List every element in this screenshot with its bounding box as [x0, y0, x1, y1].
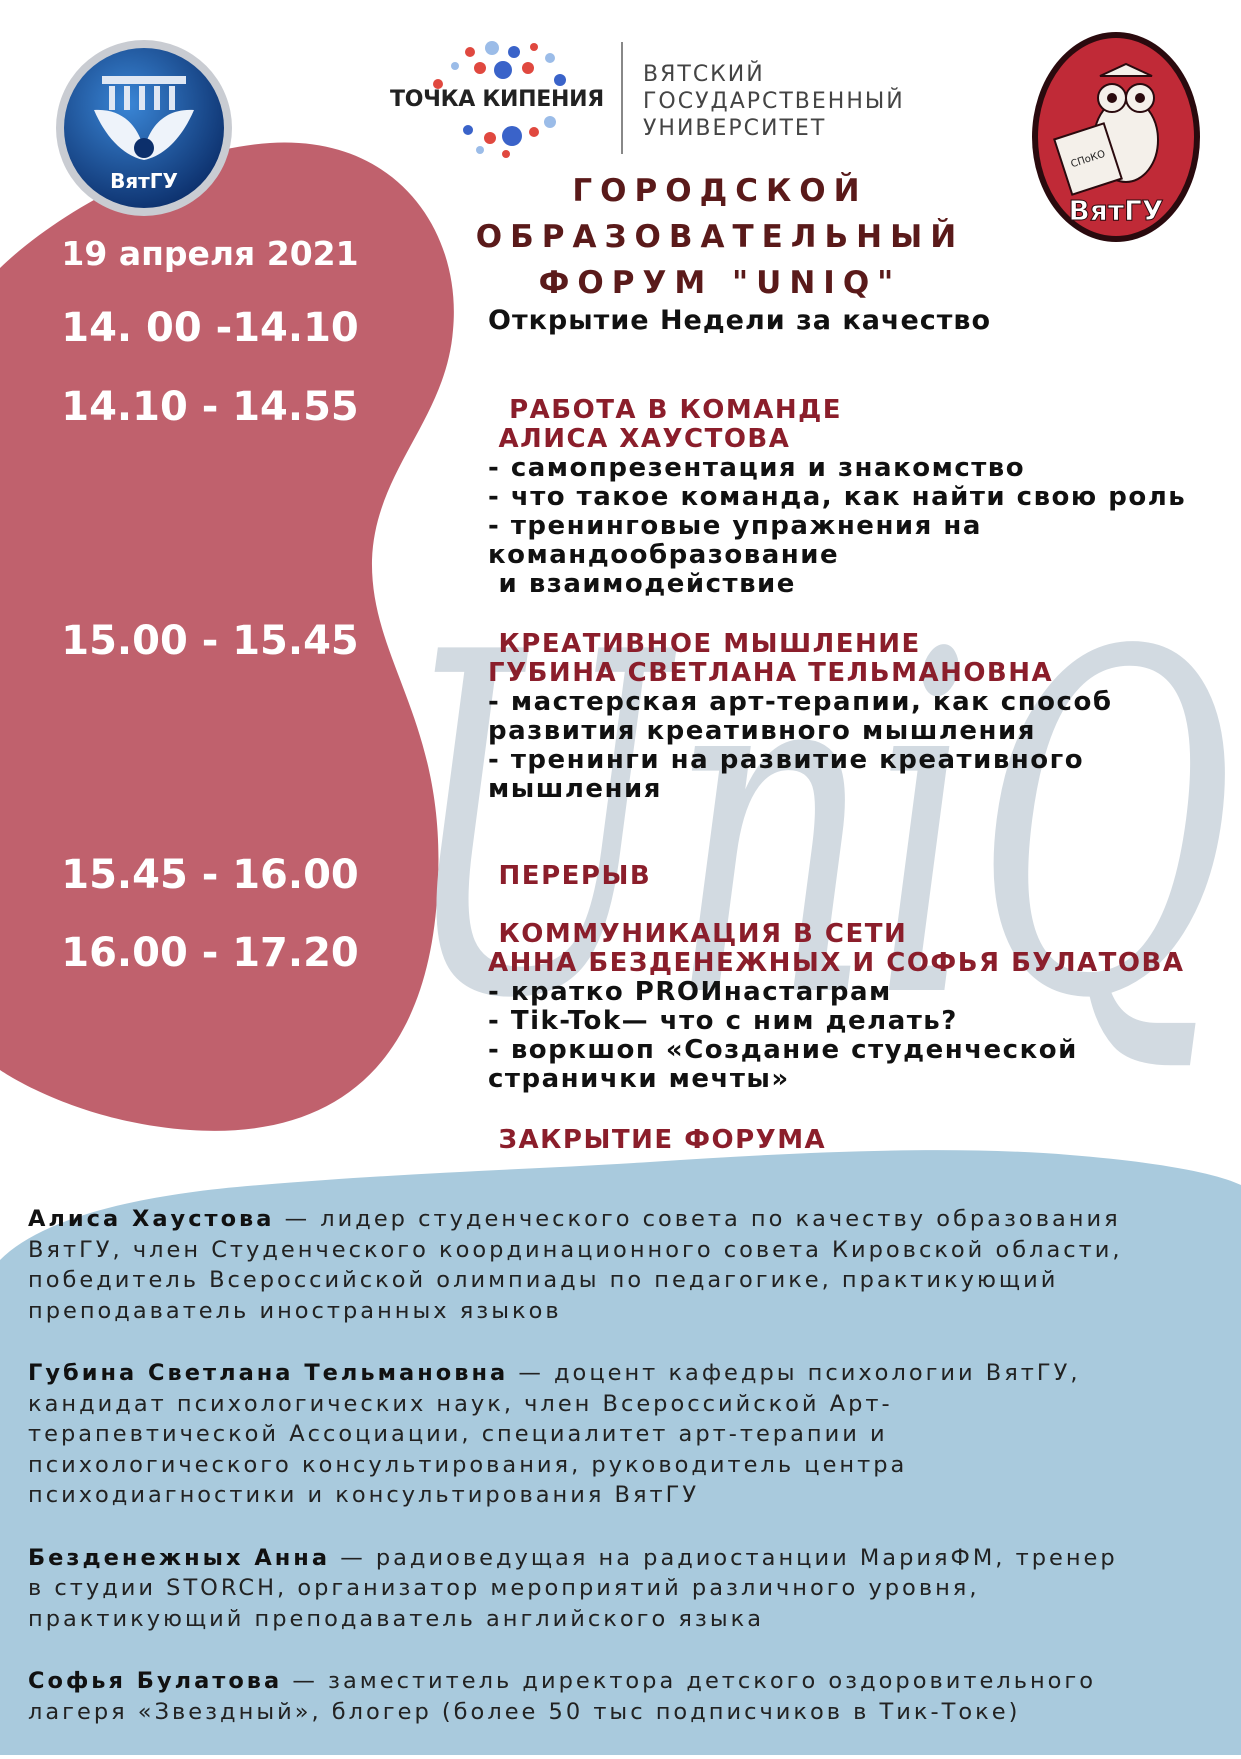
- session-heading: ПЕРЕРЫВ: [488, 861, 652, 891]
- bio-gubina: [28, 1358, 1228, 1511]
- title-line-2: ОБРАЗОВАТЕЛЬНЫЙ: [475, 219, 965, 255]
- session-speaker: ГУБИНА СВЕТЛАНА ТЕЛЬМАНОВНА: [488, 658, 1054, 688]
- session-item: - мастерская арт-терапии, как способ: [488, 687, 1113, 717]
- bio-name: Губина Светлана Тельмановна: [28, 1360, 509, 1386]
- time-slot-2: 14.10 - 14.55: [61, 384, 359, 430]
- bio-name: Безденежных Анна: [28, 1544, 331, 1571]
- forum-title: [430, 168, 1010, 306]
- session-heading: РАБОТА В КОМАНДЕ: [488, 395, 843, 425]
- session-item: мышления: [488, 774, 662, 804]
- left-logo-label: ВятГУ: [110, 169, 178, 193]
- session-teamwork: [488, 396, 1186, 599]
- session-network: [488, 920, 1184, 1094]
- session-item: - что такое команда, как найти свою роль: [488, 482, 1187, 512]
- session-item: странички мечты»: [488, 1064, 790, 1094]
- session-item: - тренинговые упражнения на: [488, 511, 982, 541]
- session-heading: ЗАКРЫТИЕ ФОРУМА: [488, 1125, 827, 1155]
- time-slot-5: 16.00 - 17.20: [61, 930, 359, 976]
- bio-text: преподаватель иностранных языков: [28, 1297, 562, 1324]
- session-creative: [488, 630, 1112, 804]
- session-speaker: АЛИСА ХАУСТОВА: [488, 424, 791, 454]
- right-logo-label: ВятГУ: [1068, 194, 1164, 227]
- time-slot-3: 15.00 - 15.45: [61, 618, 359, 664]
- vyatgu-owl-logo: [1030, 30, 1202, 244]
- session-heading: КРЕАТИВНОЕ МЫШЛЕНИЕ: [488, 629, 921, 659]
- bio-text: победитель Всероссийской олимпиады по педагогике, практикующий: [28, 1267, 1059, 1293]
- vyatgu-logo-left: [54, 38, 234, 218]
- time-slot-4: 15.45 - 16.00: [61, 852, 359, 898]
- title-line-1: ГОРОДСКОЙ: [572, 173, 868, 209]
- title-line-3: ФОРУМ "UNIQ": [538, 265, 902, 301]
- session-item: - тренинги на развитие креативного: [488, 745, 1085, 775]
- bio-bezdenezhnykh: [28, 1543, 1228, 1635]
- tochka-kipeniya-name: ТОЧКА КИПЕНИЯ: [390, 87, 604, 112]
- session-item: - самопрезентация и знакомство: [488, 453, 1026, 483]
- svg-text:СПоКО: СПоКО: [1069, 148, 1107, 171]
- speaker-bios: [28, 1204, 1228, 1759]
- session-heading: КОММУНИКАЦИЯ В СЕТИ: [488, 919, 908, 949]
- time-slot-6: 17.20: [146, 1128, 274, 1174]
- session-item: - Tik-Tok— что с ним делать?: [488, 1006, 958, 1036]
- bio-text: психологического консультирования, руководитель центра: [28, 1451, 908, 1478]
- bio-text: — лидер студенческого совета по качеству образования: [274, 1206, 1121, 1232]
- building-icon: [102, 76, 186, 84]
- bio-bulatova: [28, 1666, 1228, 1727]
- bio-text: в студии STORCH, организатор мероприятий различного уровня,: [28, 1575, 980, 1601]
- bio-khaustova: [28, 1204, 1228, 1326]
- bio-text: практикующий преподаватель английского языка: [28, 1605, 765, 1632]
- opening-text: Открытие Недели за качество: [488, 305, 992, 336]
- session-item: и взаимодействие: [488, 569, 796, 599]
- bio-text: — радиоведущая на радиостанции МарияФМ, тренер: [330, 1544, 1118, 1571]
- bio-text: психодиагностики и консультирования ВятГУ: [28, 1482, 700, 1508]
- event-date: 19 апреля 2021: [61, 234, 359, 273]
- time-slot-1: 14. 00 -14.10: [61, 305, 359, 351]
- watermark-text: UniQ: [400, 554, 1235, 1101]
- bio-name: Софья Булатова: [28, 1668, 283, 1694]
- session-item: - воркшоп «Создание студенческой: [488, 1035, 1078, 1065]
- bio-text: терапевтической Ассоциации, специалитет арт-терапии и: [28, 1421, 888, 1447]
- header-divider: [621, 42, 623, 154]
- bio-text: ВятГУ, член Студенческого координационного совета Кировской области,: [28, 1236, 1123, 1263]
- bio-name: Алиса Хаустова: [28, 1206, 275, 1232]
- session-break: [488, 862, 651, 891]
- bio-text: кандидат психологических наук, член Всероссийской Арт-: [28, 1390, 893, 1417]
- session-item: - кратко PROИнастаграм: [488, 977, 892, 1007]
- session-item: развития креативного мышления: [488, 716, 1036, 746]
- session-speaker: АННА БЕЗДЕНЕЖНЫХ И СОФЬЯ БУЛАТОВА: [488, 948, 1185, 978]
- university-line-3: УНИВЕРСИТЕТ: [643, 116, 827, 141]
- bio-text: — доцент кафедры психологии ВятГУ,: [508, 1360, 1081, 1386]
- session-item: командообразование: [488, 540, 840, 570]
- university-line-2: ГОСУДАРСТВЕННЫЙ: [643, 89, 905, 114]
- session-closing: [488, 1126, 826, 1155]
- partner-header: [380, 30, 920, 160]
- university-line-1: ВЯТСКИЙ: [643, 62, 765, 87]
- bio-text: лагеря «Звездный», блогер (более 50 тыс подписчиков в Тик-Токе): [28, 1698, 1021, 1725]
- bio-text: — заместитель директора детского оздоровительного: [282, 1668, 1097, 1694]
